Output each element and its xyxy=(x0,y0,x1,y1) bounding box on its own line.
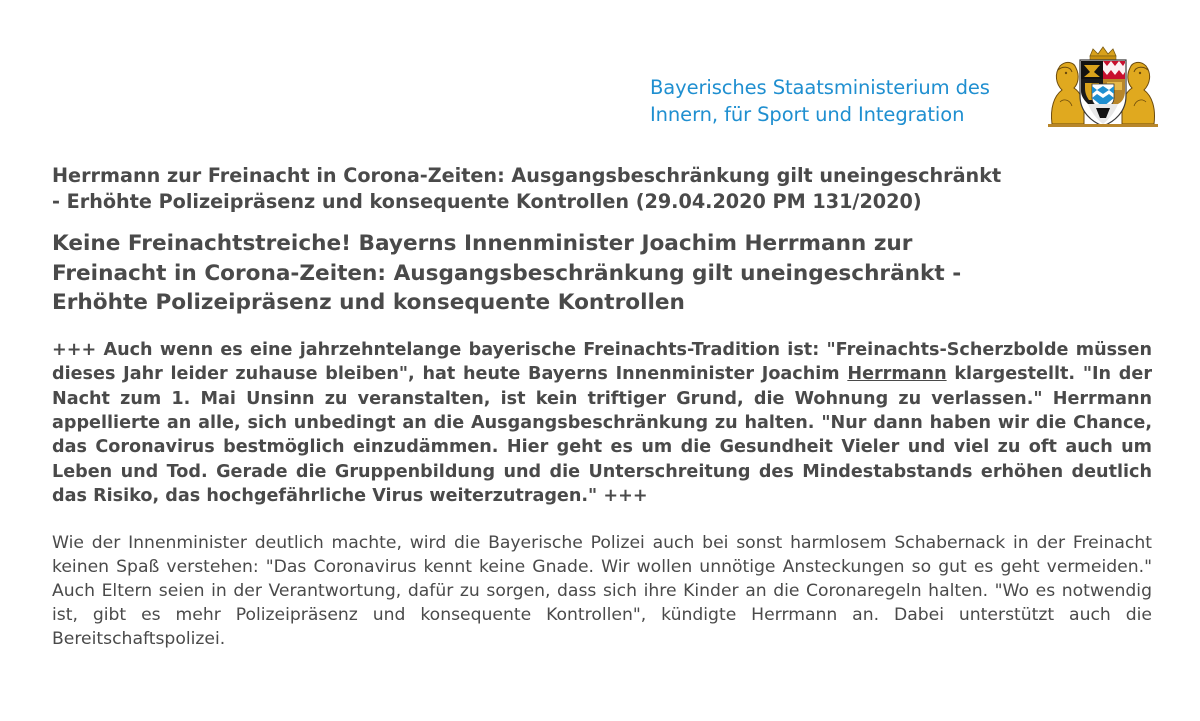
press-release-body: Wie der Innenminister deutlich machte, wird die Bayerische Polizei auch bei sonst harmlosem Schabernack in der Freinacht keinen Spaß verstehen: "Das Coronavirus kennt keine Gnade. Wir wollen unnötige Ansteckungen so gut es geht vermeiden." Auch Eltern seien in der Verantwortung, dafür zu sorgen, dass sich ihre Kinder an die Coronaregeln halten. "Wo es notwendig ist, gibt es mehr Polizeipräsenz und konsequente Kontrollen", kündigte Herrmann an. Dabei unterstützt auch die Bereitschaftspolizei. xyxy=(52,532,1152,649)
ministry-name xyxy=(650,74,1040,128)
press-release-lead xyxy=(52,338,1152,509)
press-release-headline: Keine Freinachtstreiche! Bayerns Innenminister Joachim Herrmann zur Freinacht in Corona-Zeiten: Ausgangsbeschränkung gilt uneingeschränkt - Erhöhte Polizeipräsenz und konsequente Kontrollen xyxy=(52,231,962,316)
bavarian-coat-of-arms-icon xyxy=(1044,46,1162,128)
lead-text-end: klargestellt. "In der Nacht zum 1. Mai Unsinn zu veranstalten, ist kein triftiger Grund, die Wohnung zu verlassen." Herrmann appellierte an alle, sich unbedingt an die Ausgangsbeschränkung zu halten. "Nur dann haben wir die Chance, das Coronavirus bestmöglich einzudämmen. Hier geht es um die Gesundheit Vieler und viel zu oft auch um Leben und Tod. Gerade die Gruppenbildung und die Unterschreitung des Mindestabstands erhöhen deutlich das Risiko, das hochgefährliche Virus weiterzutragen." +++ xyxy=(52,364,1153,507)
press-release-title: Herrmann zur Freinacht in Corona-Zeiten: Ausgangsbeschränkung gilt uneingeschränkt - Erhöhte Polizeipräsenz und konsequente Kontrollen (29.04.2020 PM 131/2020) xyxy=(52,164,1002,213)
ministry-name-line-2: Innern, für Sport und Integration xyxy=(650,103,965,126)
page-header xyxy=(0,0,1200,150)
herrmann-link[interactable]: Herrmann xyxy=(847,364,947,385)
lead-text-start: +++ Auch wenn es eine jahrzehntelange bayerische Freinachts-Tradition ist: "Freinachts-Scherzbolde müssen dieses Jahr leider zuhause bleiben", hat heute Bayerns Innenminister Joachim xyxy=(52,339,1152,385)
press-release xyxy=(52,163,1152,651)
ministry-name-line-1: Bayerisches Staatsministerium des xyxy=(650,76,990,99)
